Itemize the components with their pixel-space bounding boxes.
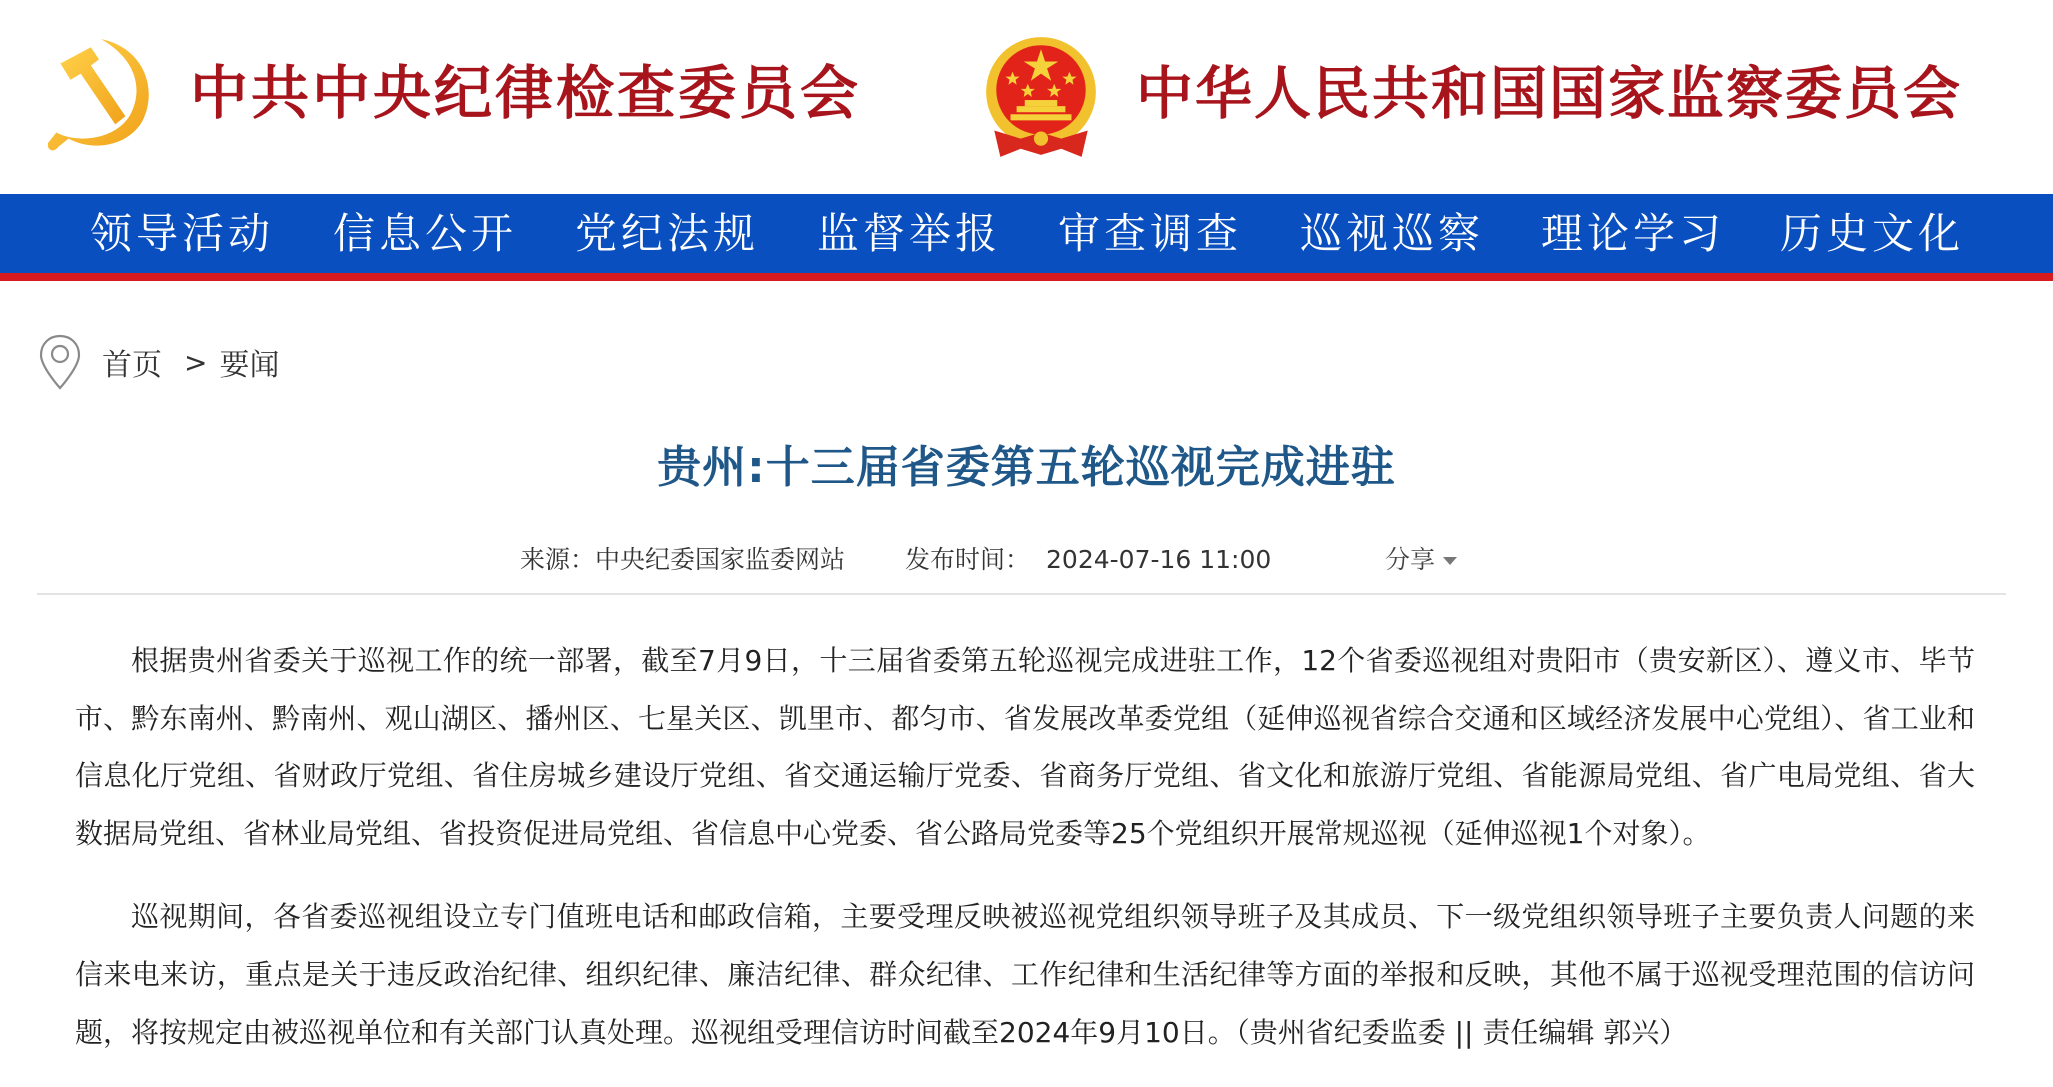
breadcrumb-home[interactable]: 首页	[102, 348, 162, 383]
share-button[interactable]	[1385, 541, 1457, 579]
site-header	[0, 0, 2053, 194]
breadcrumb-current[interactable]: 要闻	[219, 348, 280, 383]
nav-item-theory[interactable]: 理论学习	[1541, 209, 1726, 258]
nav-item-inspection[interactable]: 巡视巡察	[1300, 209, 1485, 258]
nav-item-leadership[interactable]: 领导活动	[90, 209, 275, 258]
article-title: 贵州:十三届省委第五轮巡视完成进驻	[657, 442, 1396, 493]
article-source	[520, 541, 845, 579]
article-publish-time	[905, 541, 1271, 579]
ccdi-brand[interactable]	[38, 0, 861, 194]
nav-item-disclosure[interactable]: 信息公开	[333, 209, 518, 258]
national-emblem-icon	[980, 33, 1102, 161]
breadcrumb	[38, 334, 279, 390]
time-value: 2024-07-16 11:00	[1046, 545, 1272, 574]
share-label: 分享	[1385, 545, 1436, 574]
party-emblem-icon	[38, 33, 160, 161]
nav-red-stripe	[0, 273, 2053, 281]
article-paragraph: 根据贵州省委关于巡视工作的统一部署，截至7月9日，十三届省委第五轮巡视完成进驻工作，12个省委巡视组对贵阳市（贵安新区）、遵义市、毕节市、黔东南州、黔南州、观山湖区、播州区、七星关区、凯里市、都匀市、省发展改革委党组（延伸巡视省综合交通和区域经济发展中心党组）、省工业和信息化厅党组、省财政厅党组、省住房城乡建设厅党组、省交通运输厅党委、省商务厅党组、省文化和旅游厅党组、省能源局党组、省广电局党组、省大数据局党组、省林业局党组、省投资促进局党组、省信息中心党委、省公路局党委等25个党组织开展常规巡视（延伸巡视1个对象）。	[75, 644, 1975, 850]
source-value: 中央纪委国家监委网站	[595, 545, 846, 574]
meta-divider	[37, 593, 2006, 595]
nav-item-investigation[interactable]: 审查调查	[1058, 209, 1243, 258]
location-pin-icon	[38, 334, 82, 390]
nav-item-history[interactable]: 历史文化	[1780, 209, 1965, 258]
article-body	[75, 632, 1975, 1087]
nav-item-regulations[interactable]: 党纪法规	[575, 209, 760, 258]
nsc-title: 中华人民共和国国家监察委员会	[1136, 59, 1962, 127]
article-paragraph: 巡视期间，各省委巡视组设立专门值班电话和邮政信箱，主要受理反映被巡视党组织领导班子及其成员、下一级党组织领导班子主要负责人问题的来信来电来访，重点是关于违反政治纪律、组织纪律、廉洁纪律、群众纪律、工作纪律和生活纪律等方面的举报和反映，其他不属于巡视受理范围的信访问题，将按规定由被巡视单位和有关部门认真处理。巡视组受理信访时间截至2024年9月10日。（贵州省纪委监委 || 责任编辑 郭兴）	[75, 900, 1975, 1049]
nsc-brand[interactable]	[980, 0, 1962, 194]
caret-down-icon	[1443, 557, 1457, 565]
breadcrumb-separator: >	[184, 345, 208, 379]
nav-item-reporting[interactable]: 监督举报	[817, 209, 1002, 258]
source-label: 来源：	[520, 545, 596, 574]
ccdi-title: 中共中央纪律检查委员会	[190, 59, 862, 127]
time-label: 发布时间：	[905, 545, 1031, 574]
main-nav	[0, 194, 2053, 273]
